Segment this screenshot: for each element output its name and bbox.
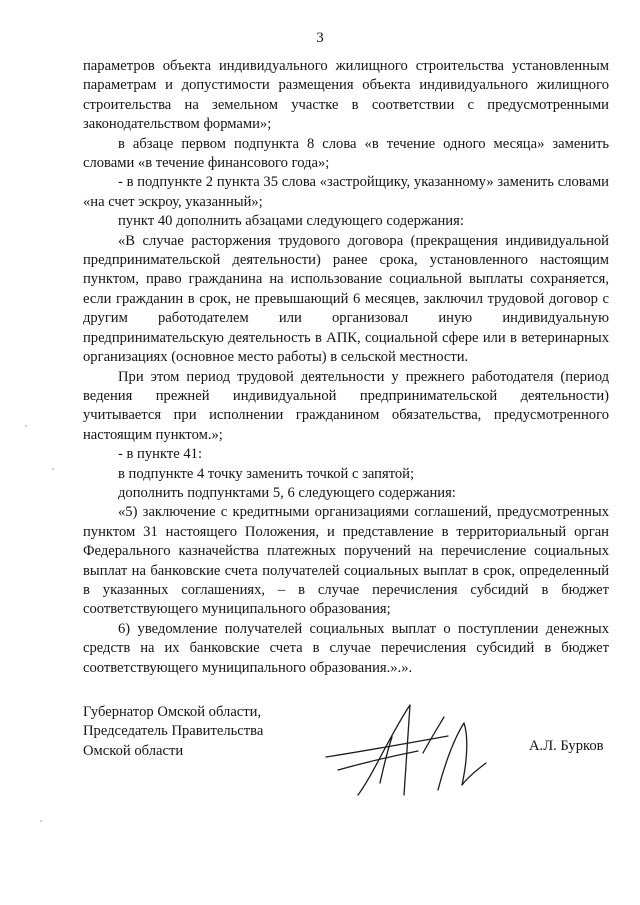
handwritten-signature	[318, 695, 508, 805]
paragraph-previous-employment: При этом период трудовой деятельности у прежнего работодателя (период ведения прежней индивидуальной предпринимательской деятельности) учитывается при исполнении гражданином обязательства, предусмотренного настоящим пунктом.»;	[83, 368, 609, 443]
paragraph-point-40-intro: пункт 40 дополнить абзацами следующего содержания:	[118, 213, 464, 230]
signatory-title-line-1: Губернатор Омской области,	[83, 704, 262, 720]
scan-speck	[25, 425, 27, 427]
paragraph-subpoints-intro: дополнить подпунктами 5, 6 следующего содержания:	[118, 484, 456, 501]
signatory-title-line-2: Председатель Правительства	[83, 723, 264, 740]
signatory-title	[83, 703, 263, 761]
scan-speck	[52, 468, 54, 470]
signatory-title-line-3: Омской области	[83, 742, 184, 759]
paragraph-subpoint-4: в подпункте 4 точку заменить точкой с запятой;	[118, 465, 415, 482]
page-number: 3	[316, 30, 324, 46]
signatory-name: А.Л. Бурков	[529, 738, 604, 754]
paragraph-continuation: параметров объекта индивидуального жилищного строительства установленным параметрам и допустимости размещения объекта индивидуального жилищного строительства на земельном участке в соответствии с предусмотренными законодательством формами»;	[83, 58, 609, 133]
paragraph-subpoint-6: 6) уведомление получателей социальных выплат о поступлении денежных средств на их банковские счета в случае перечисления субсидий в бюджет соответствующего муниципального образования.».».	[83, 620, 609, 676]
paragraph-point-41: - в пункте 41:	[118, 446, 203, 463]
document-body	[83, 57, 609, 678]
paragraph-subpoint-5: «5) заключение с кредитными организациями соглашений, предусмотренных пунктом 31 настоящего Положения, и представление в территориальный орган Федерального казначейства платежных поручений на перечисление социальных выплат на банковские счета получателей социальных выплат в срок, определенный в указанных соглашениях, – в случае перечисления субсидий в бюджет соответствующего муниципального образования;	[83, 504, 609, 618]
paragraph-point-35: - в подпункте 2 пункта 35 слова «застройщику, указанному» заменить словами «на счет эскроу, указанный»;	[83, 174, 609, 210]
paragraph-subpoint-8: в абзаце первом подпункта 8 слова «в течение одного месяца» заменить словами «в течение финансового года»;	[83, 135, 609, 172]
scan-speck	[40, 820, 42, 822]
paragraph-employment-termination: «В случае расторжения трудового договора (прекращения индивидуальной предпринимательской деятельности) ранее срока, установленного настоящим пунктом, право гражданина на использование социальной выплаты сохраняется, если гражданин в срок, не превышающий 6 месяцев, заключил трудовой договор с другим работодателем или организовал иную индивидуальную предпринимательскую деятельность в АПК, социальной сфере или в ветеринарных организациях (основное место работы) в сельской местности.	[83, 232, 609, 366]
